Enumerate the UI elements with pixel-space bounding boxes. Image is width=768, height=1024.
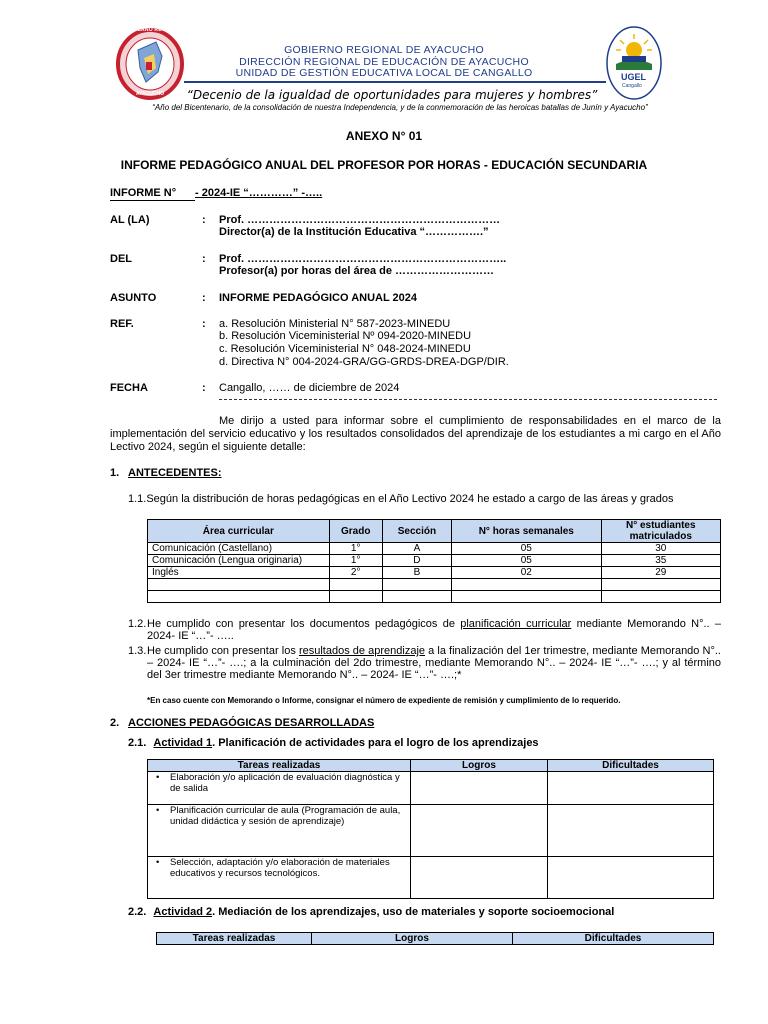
col-logros: Logros — [312, 933, 513, 945]
cell-estudiantes — [601, 591, 720, 603]
ref-item-c: c. Resolución Viceministerial N° 048-2024-MINEDU — [219, 343, 471, 355]
fecha-value: Cangallo, …… de diciembre de 2024 — [219, 382, 400, 394]
activity-1-label: Actividad 1 — [153, 737, 213, 749]
right-logo-text: UGEL — [621, 72, 647, 82]
table-row — [148, 543, 721, 555]
table-row — [148, 555, 721, 567]
header-line-3: UNIDAD DE GESTIÓN EDUCATIVA LOCAL DE CANGALLO — [235, 67, 533, 79]
col-tareas: Tareas realizadas — [157, 933, 312, 945]
item-1-2-underlined: planificación curricular — [460, 618, 572, 630]
section1-heading: ANTECEDENTES: — [128, 467, 222, 479]
activity-1-table — [147, 759, 714, 899]
cell-seccion — [382, 579, 451, 591]
item-1-1: 1.1.Según la distribución de horas pedagógicas en el Año Lectivo 2024 he estado a cargo de las áreas y grados — [128, 493, 674, 505]
cell-area: Inglés — [148, 567, 330, 579]
del-colon: : — [202, 253, 206, 265]
del-line-1: Prof. …………………………………………………………….. — [219, 253, 507, 265]
cell-horas: 05 — [452, 543, 602, 555]
task-cell — [148, 857, 411, 899]
task-item: • Planificación curricular de aula (Programación de aula, unidad didáctica y sesión de aprendizaje) — [166, 805, 406, 827]
section1-number: 1. — [110, 467, 120, 479]
dificultades-cell — [548, 805, 714, 857]
task-cell — [148, 805, 411, 857]
asunto-value: INFORME PEDAGÓGICO ANUAL 2024 — [219, 292, 418, 304]
col-estudiantes: N° estudiantes matriculados — [601, 520, 720, 543]
table-row — [148, 805, 714, 857]
activity-2-heading — [128, 906, 614, 918]
decenio-text: “Decenio de la igualdad de oportunidades para mujeres y hombres” — [186, 88, 598, 102]
al-line-1 — [219, 214, 500, 226]
cell-seccion: B — [382, 567, 451, 579]
item-1-2-b: mediante Memorando N°.. – 2024- IE “…”- ….. — [147, 618, 721, 642]
task-item: • Selección, adaptación y/o elaboración de materiales educativos y recursos tecnológicos. — [166, 857, 406, 879]
areas-table-header — [148, 520, 721, 543]
activity-2-label: Actividad 2 — [153, 906, 213, 918]
asunto-label: ASUNTO — [110, 292, 157, 304]
right-logo-sub: Cangallo — [622, 83, 642, 89]
memorando-note: *En caso cuente con Memorando o Informe, consignar el número de expediente de remisión y cumplimiento de lo requerido. — [147, 696, 621, 705]
dificultades-cell — [548, 857, 714, 899]
item-1-3-number: 1.3. — [128, 645, 147, 657]
item-1-3-b: a la finalización del 1er trimestre, mediante Memorando N°.. – 2024- IE “…”- ….; a la culminación del 2do trimestre, mediante Memorando N°.. – 2024- IE “…”- ….; y al término del 3er trimestre mediante Memorando N°.. – 2024- IE “…”- ….;* — [147, 645, 721, 681]
informe-label: INFORME N° — [110, 187, 177, 199]
item-1-2-a: He cumplido con presentar los documentos pedagógicos de — [147, 618, 461, 630]
al-colon: : — [202, 214, 206, 226]
task-item: • Elaboración y/o aplicación de evaluación diagnóstica y de salida — [166, 772, 406, 794]
informe-underline — [110, 200, 195, 201]
del-line-2: Profesor(a) por horas del área de ……………………… — [219, 265, 495, 277]
fecha-separator — [219, 399, 717, 400]
cell-horas: 02 — [452, 567, 602, 579]
cell-estudiantes: 35 — [601, 555, 720, 567]
cell-seccion — [382, 591, 451, 603]
intro-paragraph — [110, 415, 721, 454]
item-1-3-a: He cumplido con presentar los — [147, 645, 299, 657]
del-label: DEL — [110, 253, 132, 265]
fecha-colon: : — [202, 382, 206, 394]
dificultades-cell — [548, 772, 714, 805]
col-tareas: Tareas realizadas — [148, 760, 411, 772]
header-line-1: GOBIERNO REGIONAL DE AYACUCHO — [284, 44, 484, 56]
cell-area — [148, 579, 330, 591]
logros-cell — [411, 772, 548, 805]
col-dificultades: Dificultades — [548, 760, 714, 772]
left-logo-text-bottom: AYACUCHO — [136, 91, 164, 97]
cell-seccion: A — [382, 543, 451, 555]
section2-heading: ACCIONES PEDAGÓGICAS DESARROLLADAS — [128, 717, 375, 729]
anio-text: “Año del Bicentenario, de la consolidación de nuestra Independencia, y de la conmemoración de las heroicas batallas de Junín y Ayacucho” — [152, 103, 648, 112]
logros-cell — [411, 805, 548, 857]
activity-2-table-header — [157, 933, 714, 945]
cell-grado: 1° — [329, 555, 382, 567]
cell-area: Comunicación (Lengua originaria) — [148, 555, 330, 567]
ref-item-d: d. Directiva N° 004-2024-GRA/GG-GRDS-DREA-DGP/DIR. — [219, 356, 509, 368]
task-cell — [148, 772, 411, 805]
activity-1-number: 2.1. — [128, 737, 147, 749]
al-line-2: Director(a) de la Institución Educativa “…………….” — [219, 226, 489, 238]
al-label: AL (LA) — [110, 214, 150, 226]
header-line-2: DIRECCIÓN REGIONAL DE EDUCACIÓN DE AYACUCHO — [239, 56, 529, 68]
activity-2-title: . Mediación de los aprendizajes, uso de materiales y soporte socioemocional — [212, 906, 615, 918]
cell-grado: 1° — [329, 543, 382, 555]
section2-number: 2. — [110, 717, 120, 729]
cell-area: Comunicación (Castellano) — [148, 543, 330, 555]
cell-estudiantes — [601, 579, 720, 591]
cell-estudiantes: 30 — [601, 543, 720, 555]
col-logros: Logros — [411, 760, 548, 772]
cell-horas: 05 — [452, 555, 602, 567]
cell-grado — [329, 591, 382, 603]
annex-title: ANEXO N° 01 — [345, 129, 423, 143]
activity-1-title: . Planificación de actividades para el logro de los aprendizajes — [212, 737, 539, 749]
asunto-colon: : — [202, 292, 206, 304]
item-1-2 — [147, 618, 721, 642]
col-area: Área curricular — [148, 520, 330, 543]
cell-estudiantes: 29 — [601, 567, 720, 579]
item-1-3-underlined: resultados de aprendizaje — [298, 645, 426, 657]
report-title: INFORME PEDAGÓGICO ANUAL DEL PROFESOR POR HORAS - EDUCACIÓN SECUNDARIA — [120, 158, 648, 172]
col-horas: N° horas semanales — [452, 520, 602, 543]
cell-seccion: D — [382, 555, 451, 567]
activity-2-number: 2.2. — [128, 906, 147, 918]
logros-cell — [411, 857, 548, 899]
col-grado: Grado — [329, 520, 382, 543]
col-seccion: Sección — [382, 520, 451, 543]
fecha-label: FECHA — [110, 382, 148, 394]
cell-horas — [452, 579, 602, 591]
item-1-3 — [147, 645, 721, 681]
left-logo-text-top: GOBIERNO REGIONAL — [124, 27, 183, 33]
col-dificultades: Dificultades — [513, 933, 714, 945]
item-1-2-number: 1.2. — [128, 618, 147, 630]
table-row — [148, 579, 721, 591]
table-row — [148, 772, 714, 805]
ref-label: REF. — [110, 318, 134, 330]
table-row — [148, 567, 721, 579]
activity-1-table-header — [148, 760, 714, 772]
cell-grado — [329, 579, 382, 591]
cell-grado: 2° — [329, 567, 382, 579]
ref-item-b: b. Resolución Viceministerial Nº 094-2020-MINEDU — [219, 330, 472, 342]
activity-1-heading — [128, 737, 539, 749]
activity-2-table — [156, 932, 714, 945]
al-line-1-text: Prof. …………………………………………………………… — [219, 214, 501, 226]
cell-horas — [452, 591, 602, 603]
cell-area — [148, 591, 330, 603]
areas-table — [147, 519, 721, 603]
table-row — [148, 857, 714, 899]
intro-text: Me dirijo a usted para informar sobre el cumplimiento de responsabilidades en el marco de la implementación del servicio educativo y los resultados consolidados del aprendizaje de los estudiantes a mi cargo en el Año Lectivo 2024, según el siguiente detalle: — [110, 415, 721, 453]
ref-colon: : — [202, 318, 206, 330]
table-row — [148, 591, 721, 603]
ref-item-a: a. Resolución Ministerial N° 587-2023-MINEDU — [219, 318, 451, 330]
informe-value: - 2024-IE “…………” -….. — [195, 187, 323, 199]
header-rule — [184, 81, 606, 83]
